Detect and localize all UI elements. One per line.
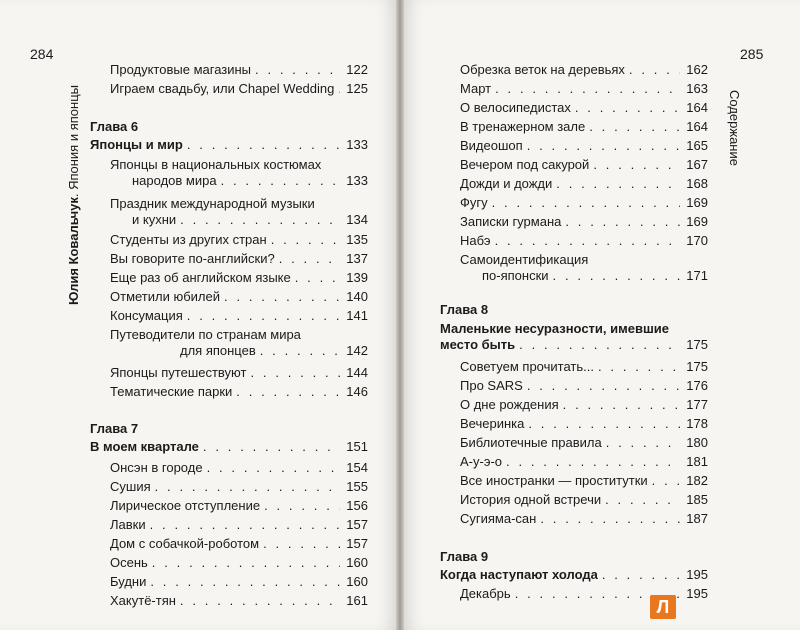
toc-entry[interactable]: История одной встречи . . . 185 — [440, 492, 708, 508]
right-running-head: Содержание — [727, 90, 742, 166]
toc-entry[interactable]: Еще раз об английском языке . . . 139 — [90, 270, 368, 286]
toc-entry[interactable]: Март . . . 163 — [440, 81, 708, 97]
toc-entry[interactable]: Хакутё-тян . . . 161 — [90, 593, 368, 609]
toc-entry[interactable]: Видеошоп . . . 165 — [440, 138, 708, 154]
chapter-heading: Глава 7 — [90, 421, 139, 436]
chapter-heading: Глава 9 — [440, 549, 489, 564]
toc-chapter-entry[interactable]: Японцы и мир . . . 133 — [90, 137, 368, 153]
toc-entry[interactable]: Вы говорите по-английски? . . . 137 — [90, 251, 368, 267]
running-head-author: Юлия Ковальчук — [66, 197, 81, 305]
toc-entry[interactable]: Будни . . . 160 — [90, 574, 368, 590]
left-running-head — [66, 85, 81, 305]
toc-entry[interactable]: В тренажерном зале . . . 164 — [440, 119, 708, 135]
toc-entry[interactable]: Библиотечные правила . . . 180 — [440, 435, 708, 451]
toc-entry[interactable]: Тематические парки . . . 146 — [90, 384, 368, 400]
toc-entry[interactable]: Сушия . . . 155 — [90, 479, 368, 495]
toc-entry[interactable]: Японцы путешествуют . . . 144 — [90, 365, 368, 381]
toc-entry[interactable]: А-у-э-о . . . 181 — [440, 454, 708, 470]
toc-entry[interactable]: Дом с собачкой-роботом . . . 157 — [90, 536, 368, 552]
toc-chapter-entry[interactable]: Когда наступают холода . . . 195 — [440, 567, 708, 583]
toc-entry[interactable]: Самоидентификация по-японски . . . 171 — [440, 252, 708, 284]
chapter-heading: Глава 6 — [90, 119, 139, 134]
toc-entry[interactable]: Отметили юбилей . . . 140 — [90, 289, 368, 305]
toc-chapter-entry[interactable]: В моем квартале . . . 151 — [90, 439, 368, 455]
toc-entry[interactable]: Дожди и дожди . . . 168 — [440, 176, 708, 192]
toc-entry[interactable]: Лавки . . . 157 — [90, 517, 368, 533]
toc-entry[interactable]: Записки гурмана . . . 169 — [440, 214, 708, 230]
toc-entry[interactable]: Японцы в национальных костюмах народов мира . . . 133 — [90, 157, 368, 189]
toc-entry[interactable]: Онсэн в городе . . . 154 — [90, 460, 368, 476]
toc-entry[interactable]: Осень . . . 160 — [90, 555, 368, 571]
book-gutter — [396, 0, 404, 630]
toc-entry[interactable]: О велосипедистах . . . 164 — [440, 100, 708, 116]
toc-entry[interactable]: Вечером под сакурой . . . 167 — [440, 157, 708, 173]
toc-entry[interactable]: Сугияма-сан . . . 187 — [440, 511, 708, 527]
toc-entry[interactable]: Играем свадьбу, или Chapel Wedding . . . 125 — [90, 81, 368, 97]
toc-entry[interactable]: Фугу . . . 169 — [440, 195, 708, 211]
toc-entry[interactable]: Студенты из других стран . . . 135 — [90, 232, 368, 248]
toc-entry[interactable]: Вечеринка . . . 178 — [440, 416, 708, 432]
toc-entry[interactable]: Набэ . . . 170 — [440, 233, 708, 249]
toc-entry[interactable]: Лирическое отступление . . . 156 — [90, 498, 368, 514]
toc-entry[interactable]: Все иностранки — проститутки . . . 182 — [440, 473, 708, 489]
left-page-number: 284 — [30, 46, 54, 62]
toc-chapter-entry[interactable]: Маленькие несуразности, имевшие место быть . . . 175 — [440, 321, 708, 353]
toc-entry[interactable]: Продуктовые магазины . . . 122 — [90, 62, 368, 78]
toc-entry[interactable]: Консумация . . . 141 — [90, 308, 368, 324]
toc-entry[interactable]: Советуем прочитать... . . . 175 — [440, 359, 708, 375]
toc-entry[interactable]: Декабрь . . . 195 — [440, 586, 708, 602]
right-page-number: 285 — [740, 46, 764, 62]
chapter-heading: Глава 8 — [440, 302, 489, 317]
toc-entry[interactable]: О дне рождения . . . 177 — [440, 397, 708, 413]
toc-entry[interactable]: Путеводители по странам мира для японцев . . . 142 — [90, 327, 368, 359]
running-head-title: . Япония и японцы — [66, 85, 81, 198]
toc-entry[interactable]: Праздник международной музыки и кухни . . . 134 — [90, 196, 368, 228]
toc-entry[interactable]: Обрезка веток на деревьях . . . 162 — [440, 62, 708, 78]
toc-entry[interactable]: Про SARS . . . 176 — [440, 378, 708, 394]
publisher-logo-badge: Л — [650, 595, 676, 619]
